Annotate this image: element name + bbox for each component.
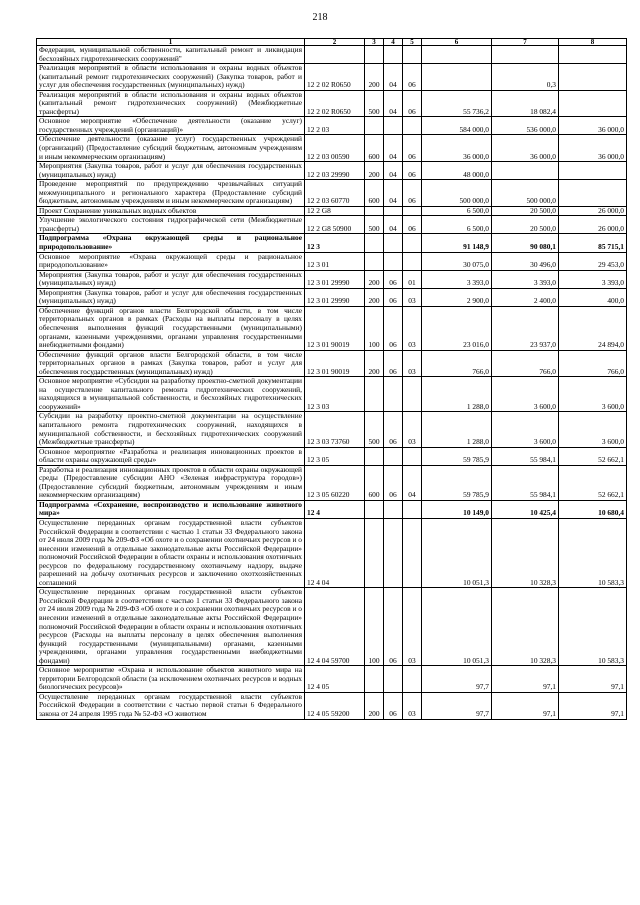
row-code: 12 4 04 59700 <box>305 588 365 666</box>
row-name: Субсидии на разработку проектно-сметной документации на осуществление капитального ремонта гидротехнических сооружений, находящихся в муниципальной собственности, и бесхозяйных гидротехнических сооружений (Межбюджетные трансферты) <box>37 412 305 447</box>
row-name: Улучшение экологического состояния гидрографической сети (Межбюджетные трансферты) <box>37 216 305 234</box>
row-amount-3: 52 662,1 <box>559 447 627 465</box>
row-amount-2: 766,0 <box>492 350 559 377</box>
row-amount-3: 52 662,1 <box>559 465 627 500</box>
row-section <box>384 377 403 412</box>
row-subsection <box>403 377 422 412</box>
row-subsection: 06 <box>403 64 422 91</box>
table-row <box>37 117 627 135</box>
row-subsection: 06 <box>403 90 422 117</box>
header-cell: 4 <box>384 39 403 46</box>
row-expense-type: 200 <box>365 64 384 91</box>
row-amount-2: 20 500,0 <box>492 216 559 234</box>
table-row <box>37 588 627 666</box>
row-subsection: 04 <box>403 465 422 500</box>
row-name: Обеспечение деятельности (оказание услуг) государственных учреждений (организаций) (Предоставление субсидий бюджетным, автономным учреждениям и иным некоммерческим организациям) <box>37 135 305 162</box>
row-amount-2: 536 000,0 <box>492 117 559 135</box>
row-section: 04 <box>384 64 403 91</box>
row-name: Проект Сохранение уникальных водных объектов <box>37 206 305 216</box>
row-expense-type <box>365 117 384 135</box>
row-code: 12 3 01 90019 <box>305 350 365 377</box>
row-name: Реализация мероприятий в области использования и охраны водных объектов (капитальный ремонт гидротехнических сооружений) (Закупка товаров, работ и услуг для обеспечения государственных (муниципальных) нужд) <box>37 64 305 91</box>
row-amount-3: 97,1 <box>559 666 627 693</box>
row-amount-1 <box>422 64 492 91</box>
row-section: 06 <box>384 412 403 447</box>
table-row <box>37 288 627 306</box>
row-amount-2: 55 984,1 <box>492 447 559 465</box>
row-code: 12 3 05 60220 <box>305 465 365 500</box>
row-name: Основное мероприятие «Охрана и использование объектов животного мира на территории Белгородской области (за исключением охотничьих ресурсов и водных биологических ресурсов)» <box>37 666 305 693</box>
row-amount-3: 24 894,0 <box>559 306 627 350</box>
row-code: 12 4 <box>305 500 365 518</box>
row-amount-3: 400,0 <box>559 288 627 306</box>
row-amount-1: 1 288,0 <box>422 412 492 447</box>
row-subsection: 03 <box>403 412 422 447</box>
row-amount-3: 26 000,0 <box>559 216 627 234</box>
row-amount-1: 91 148,9 <box>422 234 492 252</box>
row-code: 12 3 05 <box>305 447 365 465</box>
row-expense-type: 500 <box>365 216 384 234</box>
row-name: Мероприятия (Закупка товаров, работ и услуг для обеспечения государственных (муниципальных) нужд) <box>37 270 305 288</box>
row-expense-type: 200 <box>365 288 384 306</box>
row-amount-1: 59 785,9 <box>422 447 492 465</box>
row-amount-3 <box>559 180 627 207</box>
table-row <box>37 518 627 587</box>
row-code: 12 2 03 00590 <box>305 135 365 162</box>
row-amount-3 <box>559 46 627 64</box>
row-section: 06 <box>384 288 403 306</box>
table-row <box>37 306 627 350</box>
row-section <box>384 252 403 270</box>
row-expense-type <box>365 500 384 518</box>
row-expense-type: 500 <box>365 412 384 447</box>
row-amount-1 <box>422 46 492 64</box>
row-section <box>384 117 403 135</box>
row-subsection <box>403 666 422 693</box>
row-section <box>384 500 403 518</box>
table-row <box>37 377 627 412</box>
row-subsection: 03 <box>403 350 422 377</box>
row-expense-type: 200 <box>365 270 384 288</box>
row-section: 04 <box>384 162 403 180</box>
row-expense-type: 500 <box>365 90 384 117</box>
table-row <box>37 350 627 377</box>
row-code: 12 2 G8 <box>305 206 365 216</box>
row-subsection: 03 <box>403 692 422 719</box>
row-amount-2: 20 500,0 <box>492 206 559 216</box>
budget-table-container <box>36 38 626 720</box>
row-code: 12 3 01 29990 <box>305 288 365 306</box>
row-amount-1: 23 016,0 <box>422 306 492 350</box>
row-subsection <box>403 518 422 587</box>
row-code: 12 3 <box>305 234 365 252</box>
row-amount-2: 0,3 <box>492 64 559 91</box>
table-row <box>37 64 627 91</box>
row-amount-1: 1 288,0 <box>422 377 492 412</box>
row-amount-1: 10 051,3 <box>422 518 492 587</box>
table-row <box>37 270 627 288</box>
row-amount-1: 97,7 <box>422 666 492 693</box>
row-section: 04 <box>384 90 403 117</box>
row-name: Реализация мероприятий в области использования и охраны водных объектов (капитальный ремонт гидротехнических сооружений) (Межбюджетные трансферты) <box>37 90 305 117</box>
row-name: Разработка и реализация инновационных проектов в области охраны окружающей среды (Предоставление субсидии АНО «Зеленая инфраструктура городов») (Предоставление субсидий бюджетным, автономным учреждениям и иным некоммерческим организациям) <box>37 465 305 500</box>
row-section: 06 <box>384 306 403 350</box>
row-amount-1: 10 149,0 <box>422 500 492 518</box>
row-name: Основное мероприятие «Субсидии на разработку проектно-сметной документации на осуществление капитального ремонта гидротехнических сооружений, находящихся в муниципальной собственности, и бесхозяйных гидротехнических сооружений» <box>37 377 305 412</box>
row-amount-2: 23 937,0 <box>492 306 559 350</box>
row-code: 12 4 05 <box>305 666 365 693</box>
budget-table <box>36 38 627 720</box>
row-amount-2: 2 400,0 <box>492 288 559 306</box>
row-section: 06 <box>384 465 403 500</box>
row-amount-3: 10 583,3 <box>559 588 627 666</box>
row-subsection: 06 <box>403 135 422 162</box>
row-expense-type: 100 <box>365 588 384 666</box>
row-amount-2 <box>492 162 559 180</box>
row-code: 12 2 03 <box>305 117 365 135</box>
row-amount-1: 500 000,0 <box>422 180 492 207</box>
row-subsection: 03 <box>403 588 422 666</box>
table-row <box>37 180 627 207</box>
row-expense-type <box>365 234 384 252</box>
row-amount-2: 3 393,0 <box>492 270 559 288</box>
table-row <box>37 162 627 180</box>
row-amount-3: 10 680,4 <box>559 500 627 518</box>
row-expense-type <box>365 377 384 412</box>
row-name: Осуществление переданных органам государственной власти субъектов Российской Федерации в соответствии с частью 1 статьи 33 Федерального закона от 24 июля 2009 года № 209-ФЗ «Об охоте и о сохранении охотничьих ресурсов и о внесении изменений в отдельные законодательные акты Российской Федерации» полномочий Российской Федерации в области охраны и использования охотничьих ресурсов по федеральному государственному охотничьему надзору, выдаче разрешений на добычу охотничьих ресурсов и заключению охотхозяйственных соглашений <box>37 518 305 587</box>
row-section: 06 <box>384 588 403 666</box>
row-expense-type: 600 <box>365 180 384 207</box>
table-body <box>37 46 627 720</box>
row-amount-2: 500 000,0 <box>492 180 559 207</box>
row-section <box>384 447 403 465</box>
row-expense-type <box>365 252 384 270</box>
row-amount-2: 36 000,0 <box>492 135 559 162</box>
header-cell: 3 <box>365 39 384 46</box>
row-subsection: 01 <box>403 270 422 288</box>
row-amount-3: 97,1 <box>559 692 627 719</box>
row-name: Основное мероприятие «Охрана окружающей среды и рациональное природопользование» <box>37 252 305 270</box>
row-amount-2: 3 600,0 <box>492 412 559 447</box>
row-amount-3: 3 600,0 <box>559 412 627 447</box>
row-section: 04 <box>384 180 403 207</box>
row-name: Обеспечение функций органов власти Белгородской области, в том числе территориальных органов в рамках (Закупка товаров, работ и услуг для обеспечения государственных (муниципальных) нужд) <box>37 350 305 377</box>
row-amount-2: 55 984,1 <box>492 465 559 500</box>
row-section: 06 <box>384 270 403 288</box>
header-cell: 2 <box>305 39 365 46</box>
row-subsection: 03 <box>403 306 422 350</box>
table-row <box>37 252 627 270</box>
row-code: 12 4 04 <box>305 518 365 587</box>
row-expense-type <box>365 666 384 693</box>
row-amount-1: 59 785,9 <box>422 465 492 500</box>
row-section <box>384 518 403 587</box>
header-cell: 5 <box>403 39 422 46</box>
table-header-row <box>37 39 627 46</box>
row-amount-2: 10 328,3 <box>492 518 559 587</box>
row-subsection: 03 <box>403 288 422 306</box>
row-subsection: 06 <box>403 216 422 234</box>
row-amount-3: 36 000,0 <box>559 117 627 135</box>
row-name: Подпрограмма «Охрана окружающей среды и рациональное природопользование» <box>37 234 305 252</box>
table-row <box>37 206 627 216</box>
row-expense-type: 600 <box>365 465 384 500</box>
row-name: Федерации, муниципальной собственности, капитальный ремонт и ликвидация бесхозяйных гидротехнических сооружений" <box>37 46 305 64</box>
row-amount-1: 36 000,0 <box>422 135 492 162</box>
table-row <box>37 465 627 500</box>
row-amount-3: 29 453,0 <box>559 252 627 270</box>
row-amount-1: 48 000,0 <box>422 162 492 180</box>
row-name: Обеспечение функций органов власти Белгородской области, в том числе территориальных органов в рамках (Расходы на выплаты персоналу в целях обеспечения выполнения функций государственными (муниципальными) органами, казенными учреждениями, органами управления государственными внебюджетными фондами) <box>37 306 305 350</box>
row-section <box>384 234 403 252</box>
row-amount-1: 3 393,0 <box>422 270 492 288</box>
table-row <box>37 234 627 252</box>
header-cell: 7 <box>492 39 559 46</box>
table-row <box>37 46 627 64</box>
header-cell: 1 <box>37 39 305 46</box>
table-row <box>37 692 627 719</box>
row-name: Основное мероприятие «Обеспечение деятельности (оказание услуг) государственных учреждений (организаций)» <box>37 117 305 135</box>
row-subsection: 06 <box>403 162 422 180</box>
row-amount-3 <box>559 64 627 91</box>
row-amount-3 <box>559 90 627 117</box>
row-subsection <box>403 117 422 135</box>
row-amount-1: 6 500,0 <box>422 216 492 234</box>
row-code: 12 2 G8 50900 <box>305 216 365 234</box>
row-name: Осуществление переданных органам государственной власти субъектов Российской Федерации в соответствии с частью первой статьи 6 Федерального закона от 24 апреля 1995 года № 52-ФЗ «О животном <box>37 692 305 719</box>
row-expense-type: 600 <box>365 135 384 162</box>
row-code: 12 2 02 R0650 <box>305 90 365 117</box>
row-expense-type <box>365 447 384 465</box>
row-name: Проведение мероприятий по предупреждению чрезвычайных ситуаций межмуниципального и регионального характера (Предоставление субсидий бюджетным, автономным учреждениям и иным некоммерческим организациям) <box>37 180 305 207</box>
row-code: 12 2 03 60770 <box>305 180 365 207</box>
row-section <box>384 46 403 64</box>
header-cell: 8 <box>559 39 627 46</box>
table-row <box>37 447 627 465</box>
row-name: Подпрограмма «Сохранение, воспроизводство и использование животного мира» <box>37 500 305 518</box>
row-amount-3: 26 000,0 <box>559 206 627 216</box>
row-expense-type: 200 <box>365 162 384 180</box>
row-code: 12 3 01 29990 <box>305 270 365 288</box>
row-subsection <box>403 500 422 518</box>
row-amount-1: 55 736,2 <box>422 90 492 117</box>
table-row <box>37 666 627 693</box>
row-amount-2: 10 425,4 <box>492 500 559 518</box>
row-amount-2: 30 496,0 <box>492 252 559 270</box>
row-code: 12 3 03 <box>305 377 365 412</box>
row-expense-type: 200 <box>365 350 384 377</box>
row-amount-1: 97,7 <box>422 692 492 719</box>
table-row <box>37 412 627 447</box>
table-row <box>37 216 627 234</box>
row-subsection <box>403 206 422 216</box>
row-code: 12 3 01 <box>305 252 365 270</box>
row-expense-type: 200 <box>365 692 384 719</box>
row-amount-3: 3 600,0 <box>559 377 627 412</box>
table-row <box>37 500 627 518</box>
row-amount-1: 10 051,3 <box>422 588 492 666</box>
row-subsection <box>403 234 422 252</box>
row-code: 12 3 03 73760 <box>305 412 365 447</box>
row-amount-2: 3 600,0 <box>492 377 559 412</box>
row-amount-1: 584 000,0 <box>422 117 492 135</box>
table-row <box>37 90 627 117</box>
row-expense-type <box>365 518 384 587</box>
row-section: 06 <box>384 350 403 377</box>
row-amount-1: 2 900,0 <box>422 288 492 306</box>
row-amount-3: 85 715,1 <box>559 234 627 252</box>
row-amount-2: 18 082,4 <box>492 90 559 117</box>
row-expense-type <box>365 206 384 216</box>
row-subsection <box>403 252 422 270</box>
row-section: 04 <box>384 216 403 234</box>
row-amount-2: 90 080,1 <box>492 234 559 252</box>
row-subsection <box>403 46 422 64</box>
page-number: 218 <box>312 12 328 23</box>
row-subsection <box>403 447 422 465</box>
row-section <box>384 666 403 693</box>
row-amount-2 <box>492 46 559 64</box>
row-amount-3: 3 393,0 <box>559 270 627 288</box>
row-section: 04 <box>384 135 403 162</box>
row-amount-1: 766,0 <box>422 350 492 377</box>
row-subsection: 06 <box>403 180 422 207</box>
row-expense-type <box>365 46 384 64</box>
row-name: Мероприятия (Закупка товаров, работ и услуг для обеспечения государственных (муниципальных) нужд) <box>37 162 305 180</box>
table-row <box>37 135 627 162</box>
row-amount-2: 97,1 <box>492 666 559 693</box>
row-amount-3: 10 583,3 <box>559 518 627 587</box>
row-amount-1: 30 075,0 <box>422 252 492 270</box>
row-code: 12 3 01 90019 <box>305 306 365 350</box>
row-amount-2: 97,1 <box>492 692 559 719</box>
row-code: 12 2 02 R0650 <box>305 64 365 91</box>
row-amount-2: 10 328,3 <box>492 588 559 666</box>
row-name: Мероприятия (Закупка товаров, работ и услуг для обеспечения государственных (муниципальных) нужд) <box>37 288 305 306</box>
header-cell: 6 <box>422 39 492 46</box>
row-amount-3 <box>559 162 627 180</box>
row-amount-3: 36 000,0 <box>559 135 627 162</box>
row-amount-3: 766,0 <box>559 350 627 377</box>
row-code <box>305 46 365 64</box>
row-section: 06 <box>384 692 403 719</box>
row-code: 12 4 05 59200 <box>305 692 365 719</box>
row-amount-1: 6 500,0 <box>422 206 492 216</box>
row-code: 12 2 03 29990 <box>305 162 365 180</box>
row-name: Осуществление переданных органам государственной власти субъектов Российской Федерации в соответствии с частью 1 статьи 33 Федерального закона от 24 июля 2009 года № 209-ФЗ «Об охоте и о сохранении охотничьих ресурсов и о внесении изменений в отдельные законодательные акты Российской Федерации» полномочий Российской Федерации в области охраны и использования охотничьих ресурсов (Расходы на выплаты персоналу в целях обеспечения выполнения функций государственными (муниципальными) органами, казенными учреждениями, органами управления государственными внебюджетными фондами) <box>37 588 305 666</box>
row-name: Основное мероприятие «Разработка и реализация инновационных проектов в области охраны окружающей среды» <box>37 447 305 465</box>
row-section <box>384 206 403 216</box>
row-expense-type: 100 <box>365 306 384 350</box>
